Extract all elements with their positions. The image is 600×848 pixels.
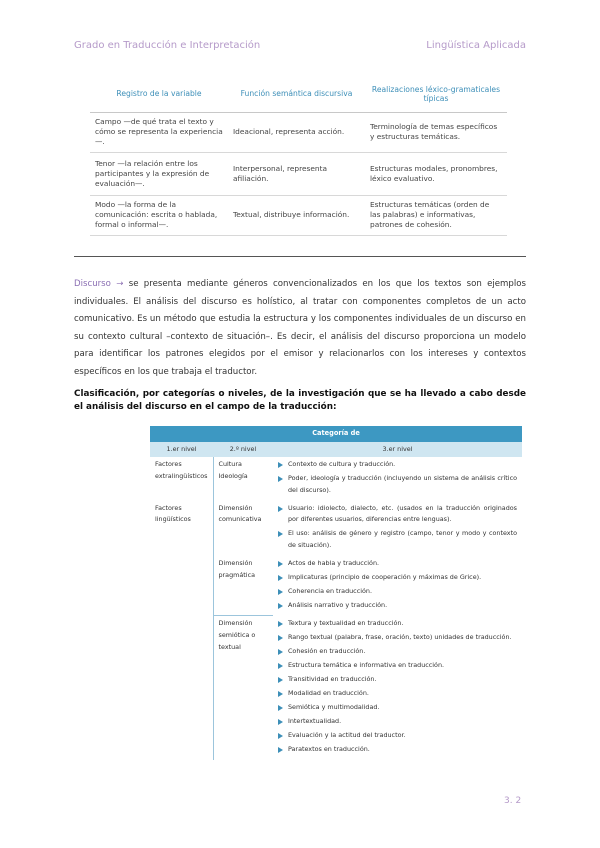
category-table-title-row: [150, 426, 522, 442]
table-row: [90, 195, 507, 235]
triangle-bullet-icon: [278, 719, 283, 725]
classification-title: Clasificación, por categorías o niveles, de la investigación que se ha llevado a cabo desde el análisis del discurso en el campo de la traducción:: [74, 389, 526, 412]
table-cell: Modo —la forma de la comunicación: escrita o hablada, formal o informal—.: [90, 195, 228, 235]
list-item-text: Evaluación y la actitud del traductor.: [287, 730, 406, 739]
register-table-header: Realizaciones léxico-gramaticales típicas: [365, 76, 507, 112]
triangle-bullet-icon: [278, 561, 283, 567]
list-item: [278, 618, 517, 630]
list-item-text: Cohesión en traducción.: [287, 646, 366, 655]
page-number: 3. 2: [504, 796, 522, 806]
triangle-bullet-icon: [278, 462, 283, 468]
level3-cell: [273, 457, 522, 501]
level-header-row: [150, 442, 522, 458]
list-item-text: Textura y textualidad en traducción.: [287, 618, 404, 627]
category-table-title: Categoría de: [150, 426, 522, 442]
triangle-bullet-icon: [278, 649, 283, 655]
table-cell: Textual, distribuye información.: [228, 195, 365, 235]
discourse-keyword: Discurso: [74, 279, 111, 289]
list-item-text: Intertextualidad.: [287, 716, 342, 725]
level1-cell: Factores extralingüísticos: [155, 460, 208, 480]
register-variable-table: [90, 76, 507, 236]
level3-cell: [273, 616, 522, 760]
table-cell: Estructuras temáticas (orden de las palabras) e informativas, patrones de cohesión.: [365, 195, 507, 235]
triangle-bullet-icon: [278, 603, 283, 609]
triangle-bullet-icon: [278, 506, 283, 512]
list-item-text: Coherencia en traducción.: [287, 586, 372, 595]
level2-cell: Dimensión pragmática: [213, 556, 273, 616]
triangle-bullet-icon: [278, 705, 283, 711]
triangle-bullet-icon: [278, 677, 283, 683]
list-item: [278, 744, 517, 756]
header-course-title: Grado en Traducción e Interpretación: [74, 40, 261, 51]
table-cell: Tenor —la relación entre los participantes y la expresión de evaluación—.: [90, 152, 228, 195]
table-cell: Terminología de temas específicos y estructuras temáticas.: [365, 112, 507, 152]
list-item: [278, 586, 517, 598]
section-divider: [74, 256, 526, 257]
list-item-text: Implicaturas (principio de cooperación y máximas de Grice).: [287, 572, 482, 581]
triangle-bullet-icon: [278, 531, 283, 537]
page-header: [74, 40, 526, 54]
level1-cell: [150, 616, 213, 760]
level-header: 1.er nivel: [150, 442, 213, 458]
list-item: [278, 660, 517, 672]
arrow-icon: →: [116, 279, 124, 289]
list-item: [278, 702, 517, 714]
table-row: [90, 152, 507, 195]
list-item: [278, 716, 517, 728]
discourse-paragraph: [74, 276, 526, 382]
table-cell: Ideacional, representa acción.: [228, 112, 365, 152]
list-item-text: Rango textual (palabra, frase, oración, texto) unidades de traducción.: [287, 632, 512, 641]
list-item: [278, 600, 517, 612]
discourse-text: se presenta mediante géneros convencionalizados en los que los textos son ejemplos individuales. El análisis del discurso es holístico, al tratar con componentes completos de un acto comunicativo. Es un método que estudia la estructura y los componentes individuales de un discurso en su contexto cultural –contexto de situación–. Es decir, el análisis del discurso proporciona un modelo para identificar los patrones elegidos por el emisor y relacionarlos con los intereses y contextos específicos en los que trabaja el traductor.: [74, 279, 527, 377]
list-item-text: Modalidad en traducción.: [287, 688, 369, 697]
list-item: [278, 572, 517, 584]
list-item: [278, 473, 517, 496]
level3-cell: [273, 501, 522, 556]
level3-list: [278, 558, 517, 612]
table-row: [150, 501, 522, 556]
category-table: [150, 426, 522, 760]
triangle-bullet-icon: [278, 691, 283, 697]
list-item-text: Transitividad en traducción.: [287, 674, 377, 683]
list-item-text: Contexto de cultura y traducción.: [287, 460, 396, 469]
triangle-bullet-icon: [278, 635, 283, 641]
header-subject-title: Lingüística Aplicada: [426, 40, 526, 51]
triangle-bullet-icon: [278, 747, 283, 753]
level-header: 2.º nivel: [213, 442, 273, 458]
list-item: [278, 646, 517, 658]
register-table-header-row: [90, 76, 507, 112]
table-cell: Estructuras modales, pronombres, léxico evaluativo.: [365, 152, 507, 195]
table-row: [150, 556, 522, 616]
register-table-header: Registro de la variable: [90, 76, 228, 112]
triangle-bullet-icon: [278, 575, 283, 581]
level2-cell: Dimensión comunicativa: [213, 501, 273, 556]
level2-cell: Dimensión semiótica o textual: [213, 616, 273, 760]
level3-list: [278, 618, 517, 755]
level1-cell: Factores lingüísticos: [155, 503, 191, 524]
register-table-header: Función semántica discursiva: [228, 76, 365, 112]
table-row: [150, 457, 522, 501]
triangle-bullet-icon: [278, 663, 283, 669]
list-item: [278, 528, 517, 551]
list-item-text: Paratextos en traducción.: [287, 744, 370, 753]
level3-list: [278, 459, 517, 496]
list-item-text: Poder, ideología y traducción (incluyendo un sistema de análisis crítico del discurso).: [287, 474, 517, 494]
list-item-text: Estructura temática e informativa en traducción.: [287, 660, 445, 669]
level-header: 3.er nivel: [273, 442, 522, 458]
triangle-bullet-icon: [278, 589, 283, 595]
level3-cell: [273, 556, 522, 616]
list-item-text: Usuario: idiolecto, dialecto, etc. (usados en la traducción originados por diferentes usuarios, diferencias entre lenguas).: [287, 503, 517, 524]
list-item-text: Análisis narrativo y traducción.: [287, 600, 388, 609]
list-item-text: El uso: análisis de género y registro (campo, tenor y modo y contexto de situación).: [287, 529, 517, 549]
list-item: [278, 558, 517, 570]
list-item-text: Actos de habla y traducción.: [287, 558, 380, 567]
triangle-bullet-icon: [278, 733, 283, 739]
level1-cell: [150, 556, 213, 616]
list-item-text: Semiótica y multimodalidad.: [287, 702, 380, 711]
table-row: [150, 616, 522, 760]
level2-cell: Cultura Ideología: [213, 457, 273, 501]
list-item: [278, 503, 517, 526]
list-item: [278, 688, 517, 700]
triangle-bullet-icon: [278, 476, 283, 482]
table-cell: Campo —de qué trata el texto y cómo se representa la experiencia—.: [90, 112, 228, 152]
list-item: [278, 632, 517, 644]
table-cell: Interpersonal, representa afiliación.: [228, 152, 365, 195]
list-item: [278, 674, 517, 686]
list-item: [278, 459, 517, 471]
level3-list: [278, 503, 517, 552]
table-row: [90, 112, 507, 152]
list-item: [278, 730, 517, 742]
triangle-bullet-icon: [278, 621, 283, 627]
